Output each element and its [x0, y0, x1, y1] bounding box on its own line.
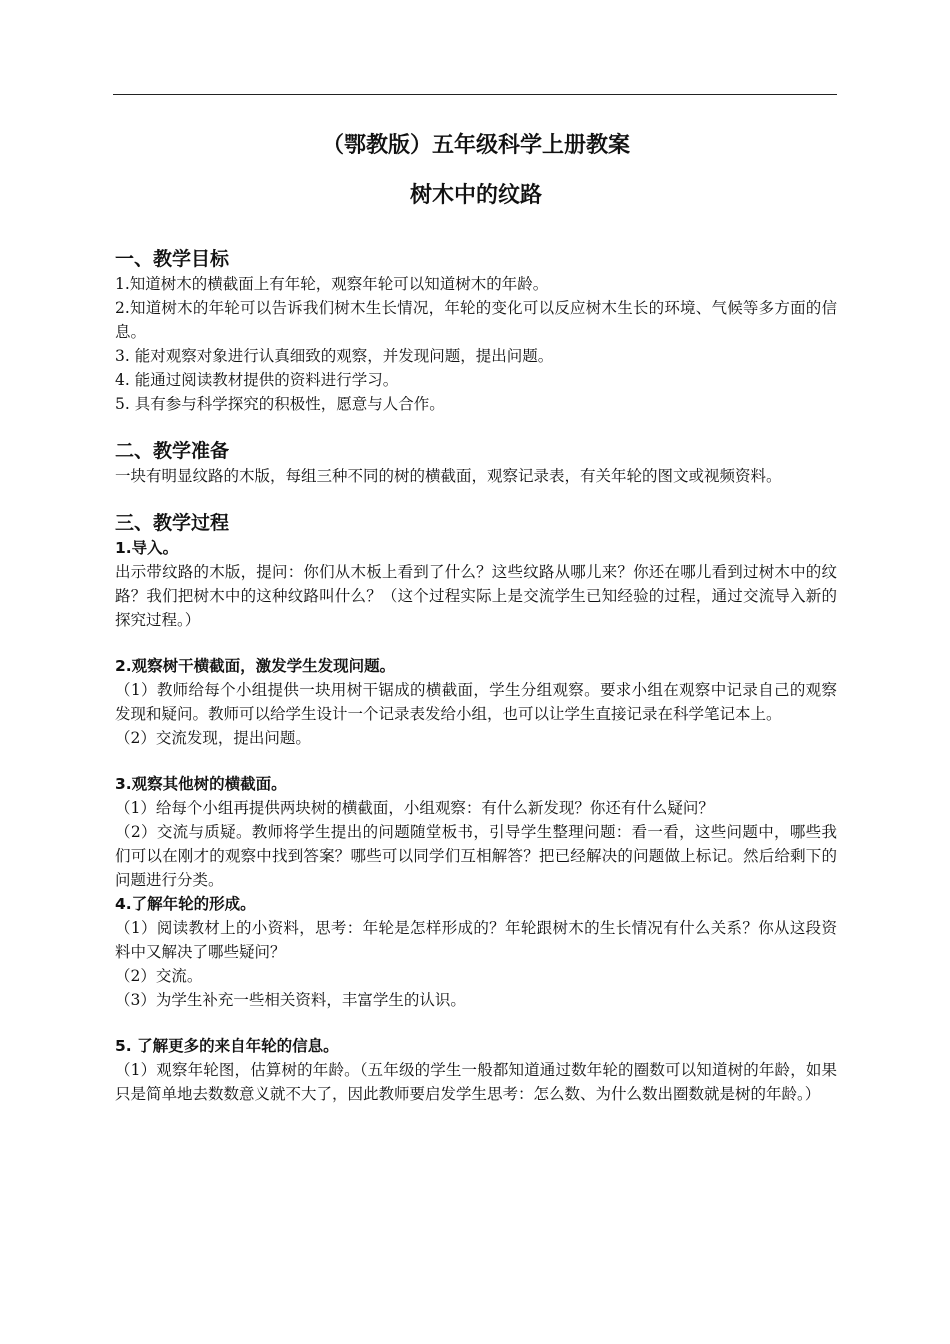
paragraph: 出示带纹路的木版，提问：你们从木板上看到了什么？这些纹路从哪儿来？你还在哪儿看到过树木中的纹路？我们把树木中的这种纹路叫什么？（这个过程实际上是交流学生已知经验的过程，通过交流导入新的探究过程。） — [115, 563, 837, 629]
document-subtitle: 树木中的纹路 — [409, 183, 542, 208]
section-teaching-goals — [115, 246, 837, 416]
paragraph: 一块有明显纹路的木版，每组三种不同的树的横截面，观察记录表，有关年轮的图文或视频资料。 — [115, 467, 782, 485]
section-teaching-prep — [115, 438, 837, 488]
section-heading: 三、教学过程 — [115, 512, 230, 534]
paragraph: （1）教师给每个小组提供一块用树干锯成的横截面，学生分组观察。要求小组在观察中记录自己的观察发现和疑问。教师可以给学生设计一个记录表发给小组，也可以让学生直接记录在科学笔记本上。 — [115, 681, 837, 723]
paragraph: （2）交流。 — [115, 967, 203, 985]
paragraph: （2）交流发现，提出问题。 — [115, 729, 311, 747]
section-heading: 二、教学准备 — [115, 440, 230, 462]
document-body — [115, 130, 837, 1106]
document-title: （鄂教版）五年级科学上册教案 — [321, 133, 630, 158]
goal-item: 1.知道树木的横截面上有年轮，观察年轮可以知道树木的年龄。 — [115, 275, 549, 293]
subsection-heading: 5. 了解更多的来自年轮的信息。 — [115, 1037, 339, 1055]
section-heading: 一、教学目标 — [115, 248, 230, 270]
paragraph: （3）为学生补充一些相关资料，丰富学生的认识。 — [115, 991, 466, 1009]
header-rule — [113, 94, 837, 95]
subsection-heading: 1.导入。 — [115, 539, 179, 557]
goal-item: 4. 能通过阅读教材提供的资料进行学习。 — [115, 371, 399, 389]
section-teaching-process — [115, 510, 837, 1106]
goal-item: 2.知道树木的年轮可以告诉我们树木生长情况，年轮的变化可以反应树木生长的环境、气候等多方面的信息。 — [115, 299, 837, 341]
paragraph: （1）观察年轮图，估算树的年龄。（五年级的学生一般都知道通过数年轮的圈数可以知道树的年龄，如果只是简单地去数数意义就不大了，因此教师要启发学生思考：怎么数、为什么数出圈数就是树的年龄。） — [115, 1061, 837, 1103]
paragraph: （1）给每个小组再提供两块树的横截面，小组观察：有什么新发现？你还有什么疑问？ — [115, 799, 714, 817]
subsection-heading: 4.了解年轮的形成。 — [115, 895, 256, 913]
paragraph: （1）阅读教材上的小资料，思考：年轮是怎样形成的？年轮跟树木的生长情况有什么关系？你从这段资料中又解决了哪些疑问？ — [115, 919, 837, 961]
paragraph: （2）交流与质疑。教师将学生提出的问题随堂板书，引导学生整理问题：看一看，这些问题中，哪些我们可以在刚才的观察中找到答案？哪些可以同学们互相解答？把已经解决的问题做上标记。然后给剩下的问题进行分类。 — [115, 823, 837, 889]
goal-item: 5. 具有参与科学探究的积极性，愿意与人合作。 — [115, 395, 445, 413]
goal-item: 3. 能对观察对象进行认真细致的观察，并发现问题，提出问题。 — [115, 347, 554, 365]
subsection-heading: 2.观察树干横截面，激发学生发现问题。 — [115, 657, 396, 675]
subsection-heading: 3.观察其他树的横截面。 — [115, 775, 287, 793]
